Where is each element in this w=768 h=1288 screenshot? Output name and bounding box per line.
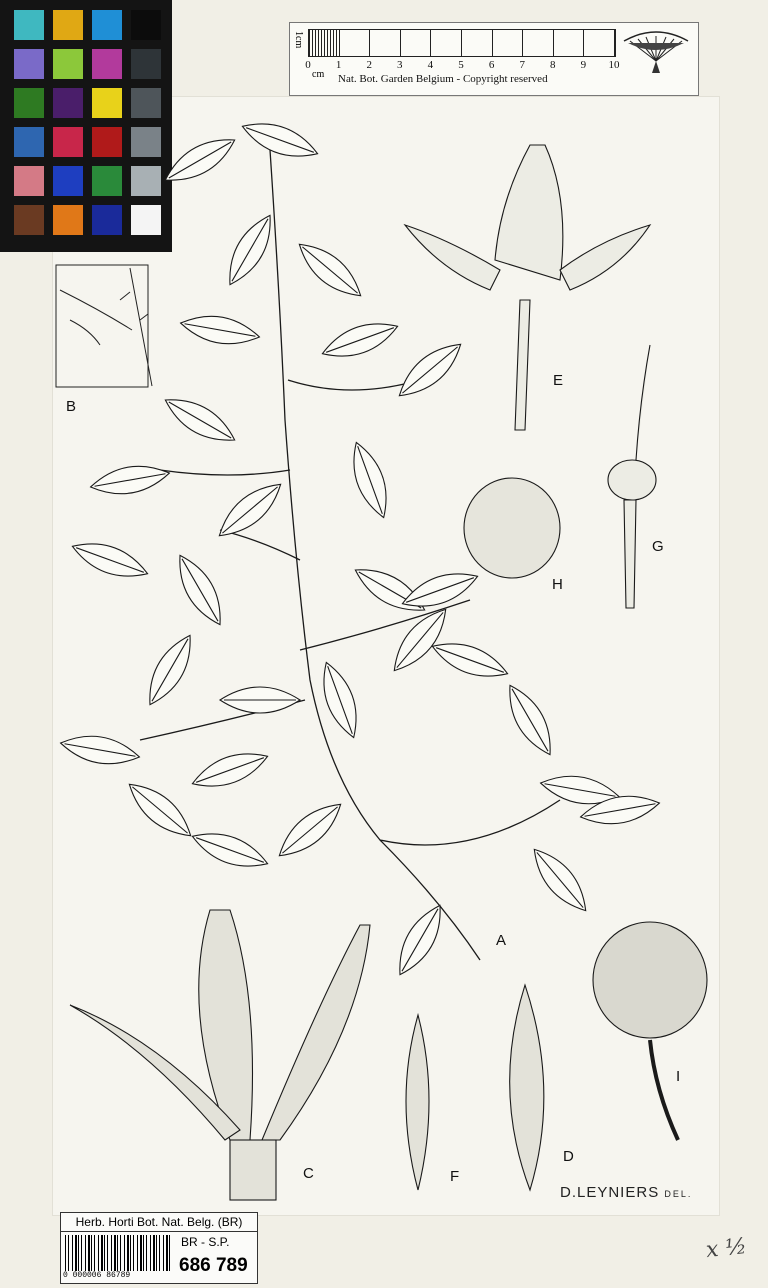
leaf [219,209,282,291]
leaf [169,549,232,631]
institution-name: Herb. Horti Bot. Nat. Belg. (BR) [61,1213,257,1232]
leaf [524,841,595,919]
figure-g-pistil [608,345,656,608]
branch [220,530,300,560]
leaf [88,460,171,499]
scale-note: x ½ [704,1233,748,1264]
barcode-bar [81,1235,82,1271]
barcode-bar [78,1235,79,1271]
leaf [318,314,402,366]
signature-suffix: DEL. [664,1189,693,1199]
leaf [391,334,469,405]
leaf [428,634,512,686]
accession-number: 686 789 [179,1255,248,1276]
figure-i-fruit [593,922,707,1140]
branch [160,470,290,475]
leaf [188,744,272,796]
leaf [220,687,300,713]
ruler-tick-label: 8 [550,59,556,71]
collection-code: BR - S.P. [181,1235,230,1249]
barcode-bar [169,1235,170,1271]
barcode-bar [98,1235,99,1271]
barcode-bar [130,1235,131,1271]
leaf [344,438,396,522]
ruler-tick-label: 2 [366,59,372,71]
plate-label-c: C [303,1165,314,1182]
barcode-bar [153,1235,155,1271]
ruler-tick-label: 4 [427,59,434,71]
ruler-tick-label: 1 [335,59,342,71]
barcode-bar [159,1235,160,1271]
herbarium-label [60,1212,258,1284]
artist-signature [560,1184,692,1201]
barcode-bar [124,1235,125,1271]
ruler-tick-label: 5 [458,59,464,71]
barcode-bar [107,1235,108,1271]
plate-label-a: A [496,932,507,949]
barcode-bar [65,1235,66,1271]
ruler-unit-vertical: 1cm [293,31,304,49]
barcode-bar [143,1235,144,1271]
barcode-bar [137,1235,138,1271]
signature-name: D.LEYNIERS [560,1184,660,1201]
branch [380,800,560,845]
barcode-bar [114,1235,116,1271]
inset-b-frame [56,265,148,387]
leaf [499,679,562,761]
figure-c-flower [70,910,370,1200]
barcode-bar [68,1235,69,1271]
barcode-bar [88,1235,90,1271]
figure-e-flower [405,145,650,430]
ruler-tick-label: 9 [580,59,587,71]
barcode-bar [163,1235,164,1271]
barcode-bar [146,1235,147,1271]
ruler-tick-label: 6 [488,59,495,71]
barcode-bar [72,1235,73,1271]
leaf [291,234,369,305]
barcode-bar [75,1235,77,1271]
figure-h-fruit [464,478,560,578]
barcode [65,1235,173,1271]
leaf [389,899,452,981]
plate-label-h: H [552,576,563,593]
leaf [178,310,261,349]
leaf [68,534,152,586]
barcode-bar [150,1235,151,1271]
barcode-bar [156,1235,157,1271]
copyright-notice: Nat. Bot. Garden Belgium - Copyright reserved [338,73,548,85]
plate-label-i: I [676,1068,681,1085]
branch [300,600,470,650]
barcode-bar [133,1235,134,1271]
leaf [58,730,141,769]
barcode-bar [85,1235,86,1271]
plate-label-g: G [652,538,664,555]
barcode-bar [104,1235,105,1271]
leaf [271,794,349,865]
barcode-bar [94,1235,95,1271]
plate-label-f: F [450,1168,460,1185]
barcode-bar [101,1235,103,1271]
figure-d-petal [510,985,544,1190]
barcode-bar [120,1235,121,1271]
ruler-tick-label: 7 [519,59,525,71]
figure-f-petal [406,1015,429,1190]
leaf [211,474,289,545]
leaf [238,114,322,166]
barcode-bar [127,1235,129,1271]
barcode-number: 0 000006 86789 [63,1271,131,1280]
barcode-bar [91,1235,92,1271]
barcode-bar [117,1235,118,1271]
leaf [159,129,241,192]
ruler-unit-cm: cm [312,69,325,80]
ruler-tick-label: 10 [608,59,620,71]
plate-label-b: B [66,398,77,415]
barcode-bar [166,1235,168,1271]
leaf [139,629,202,711]
leaf [384,601,455,679]
barcode-bar [111,1235,112,1271]
plate-label-d: D [563,1148,574,1165]
leaf [159,389,241,452]
leaf [121,774,199,845]
ruler-tick-label: 0 [305,59,311,71]
ruler-tick-label: 3 [397,59,403,71]
barcode-bar [140,1235,142,1271]
branch [288,380,420,390]
plate-label-e: E [553,372,564,389]
leaf [188,824,272,876]
